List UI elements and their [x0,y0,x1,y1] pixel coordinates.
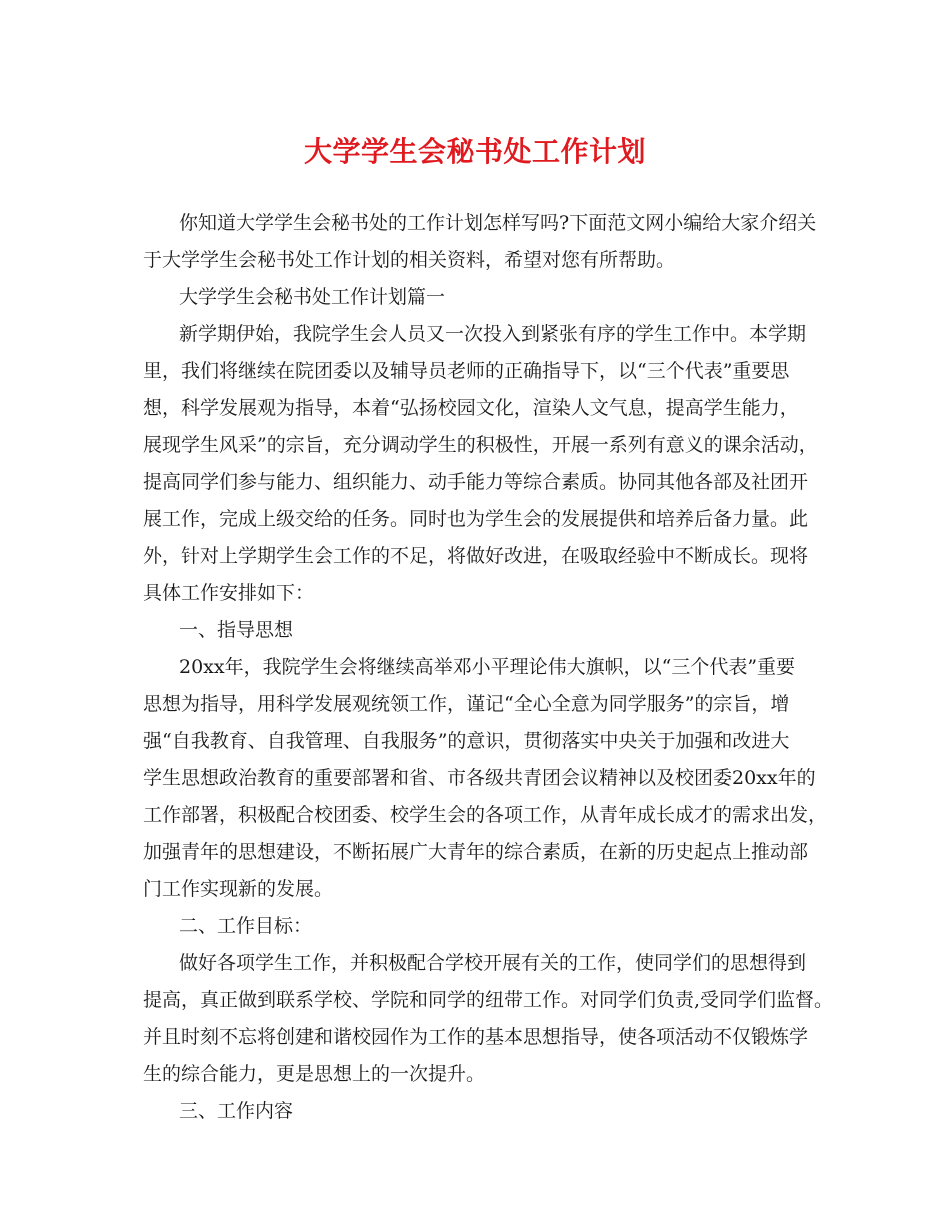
body-line: 大学学生会秘书处工作计划篇一 [179,286,446,308]
body-line: 门工作实现新的发展。 [143,878,334,900]
body-line: 具体工作安排如下： [143,582,315,604]
document-title: 大学学生会秘书处工作计划 [303,135,646,168]
body-line: 三、工作内容 [179,1100,294,1122]
body-line: 思想为指导，用科学发展观统领工作，谨记“全心全意为同学服务”的宗旨，增 [143,693,790,715]
body-line: 提高，真正做到联系学校、学院和同学的纽带工作。对同学们负责,受同学们监督。 [143,989,834,1011]
document-body [143,205,834,1130]
body-line: 工作部署，积极配合校团委、校学生会的各项工作，从青年成长成才的需求出发， [143,804,828,826]
body-line: 提高同学们参与能力、组织能力、动手能力等综合素质。协同其他各部及社团开 [143,471,809,493]
body-line: 并且时刻不忘将创建和谐校园作为工作的基本思想指导，使各项活动不仅锻炼学 [143,1026,809,1048]
body-line: 学生思想政治教育的重要部署和省、市各级共青团会议精神以及校团委20xx年的 [143,767,816,789]
body-line: 二、工作目标： [179,915,313,937]
body-line: 强“自我教育、自我管理、自我服务”的意识，贯彻落实中央关于加强和改进大 [143,730,790,752]
body-line: 展现学生风采”的宗旨，充分调动学生的积极性，开展一系列有意义的课余活动， [143,434,818,456]
body-line: 展工作，完成上级交给的任务。同时也为学生会的发展提供和培养后备力量。此 [143,508,809,530]
body-line: 于大学学生会秘书处工作计划的相关资料，希望对您有所帮助。 [143,249,676,271]
body-line: 做好各项学生工作，并积极配合学校开展有关的工作，使同学们的思想得到 [179,952,807,974]
body-line: 里，我们将继续在院团委以及辅导员老师的正确指导下，以“三个代表”重要思 [143,360,790,382]
body-line: 新学期伊始，我院学生会人员又一次投入到紧张有序的学生工作中。本学期 [179,323,807,345]
body-line: 20xx年，我院学生会将继续高举邓小平理论伟大旗帜，以“三个代表”重要 [179,656,796,678]
body-line: 外，针对上学期学生会工作的不足，将做好改进，在吸取经验中不断成长。现将 [143,545,809,567]
body-line: 加强青年的思想建设，不断拓展广大青年的综合素质，在新的历史起点上推动部 [143,841,809,863]
body-line: 一、指导思想 [179,619,294,641]
body-line: 想，科学发展观为指导，本着“弘扬校园文化，渲染人文气息，提高学生能力， [143,397,799,419]
body-line: 生的综合能力，更是思想上的一次提升。 [143,1063,486,1085]
body-line: 你知道大学学生会秘书处的工作计划怎样写吗?下面范文网小编给大家介绍关 [179,212,817,234]
